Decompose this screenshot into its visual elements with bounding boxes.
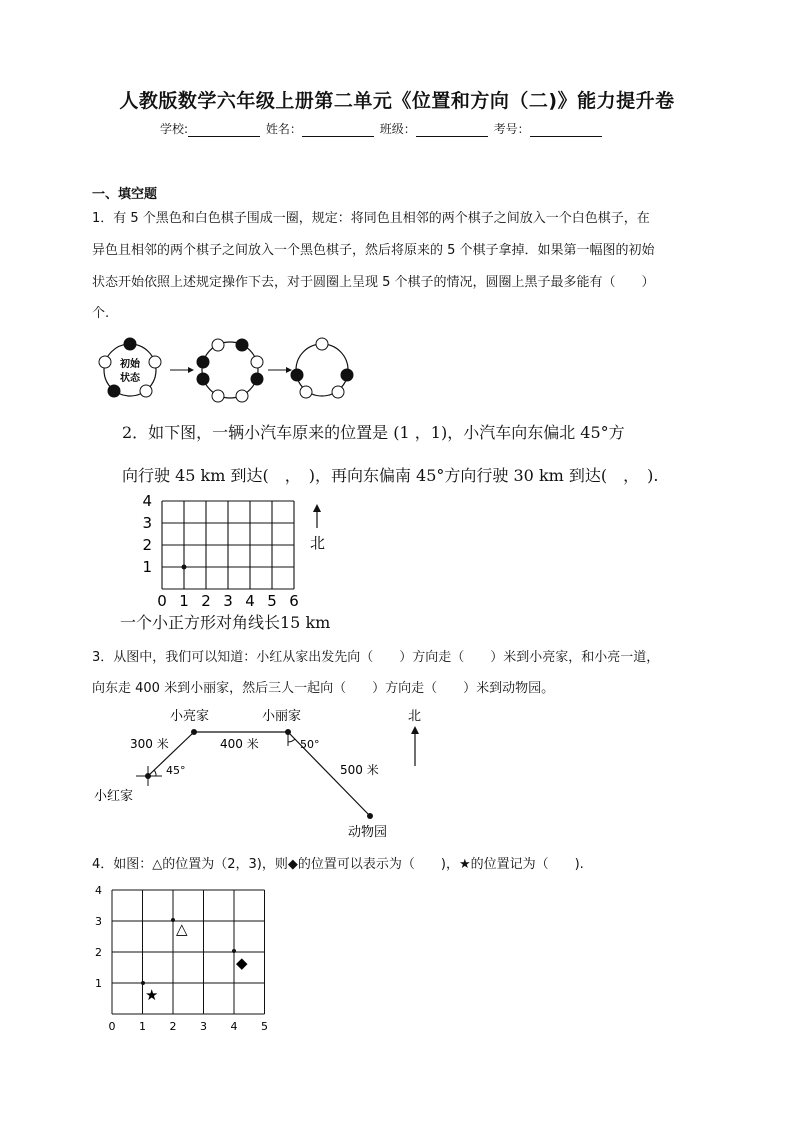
q2-y-tick-label: 2 [142,536,152,554]
q2-y-tick-label: 4 [142,492,152,510]
triangle-point [171,918,175,922]
school-label: 学校: [160,122,189,136]
q4-y-tick-label: 2 [95,946,102,959]
q4-line1: 4．如图：△的位置为（2，3)，则◆的位置可以表示为（ )，★的位置记为（ ). [92,857,584,872]
north-arrow [313,504,321,528]
angle-label-50: 50° [300,738,320,751]
q2-x-tick-label: 1 [179,592,189,610]
q3-line1: 3．从图中，我们可以知道：小红从家出发先向（ ）方向走（ ）米到小亮家，和小亮一道， [92,650,660,665]
student-info-row [160,120,604,137]
q3-north-label: 北 [408,709,422,724]
q2-y-ticks [142,492,152,576]
q2-y-tick-label: 3 [142,514,152,532]
arrow-2 [268,367,292,373]
q2-grid-figure [135,490,345,610]
exam-no-blank[interactable] [530,124,602,137]
xiaoliang-label: 小亮家 [170,709,210,724]
q2-y-tick-label: 1 [142,558,152,576]
q2-x-tick-label: 5 [267,592,277,610]
school-blank[interactable] [188,124,260,137]
q3-route-figure [90,700,450,845]
q2-x-tick-label: 4 [245,592,255,610]
q4-y-ticks [95,884,102,990]
q1-line4: 个. [92,306,110,321]
distance-300: 300 米 [130,737,169,751]
q4-x-tick-label: 3 [200,1020,207,1033]
diamond-point [232,949,236,953]
star-point [141,981,145,985]
q2-x-tick-label: 0 [157,592,167,610]
third-state-circle [291,338,353,398]
q4-x-tick-label: 2 [169,1020,177,1033]
q4-grid-figure [92,882,282,1042]
q1-line1: 1．有 5 个黑色和白色棋子围成一圈，规定：将同色且相邻的两个棋子之间放入一个白色棋子，在 [92,211,650,226]
q4-x-tick-label: 5 [261,1020,268,1033]
q4-x-ticks [109,1020,269,1033]
initial-label-1: 初始 [120,359,140,370]
class-blank[interactable] [416,124,488,137]
q1-line2: 异色且相邻的两个棋子之间放入一个黑色棋子，然后将原来的 5 个棋子拿掉．如果第一幅图的初始 [92,243,655,258]
name-label: 姓名： [265,122,302,136]
q1-figure [90,330,370,412]
name-blank[interactable] [302,124,374,137]
arrow-1 [170,367,194,373]
xiaohong-label: 小红家 [94,789,134,804]
angle-arc-45 [154,770,156,776]
star-icon: ★ [145,986,159,1004]
xiaoli-label: 小丽家 [262,709,302,724]
q4-y-tick-label: 4 [95,884,102,897]
distance-500: 500 米 [340,763,379,777]
q2-car-point [182,565,187,570]
q2-line2: 向行驶 45 km 到达( ， )，再向东偏南 45°方向行驶 30 km 到达( ， ). [122,466,659,485]
xiaoliang-point [191,729,197,735]
zoo-point [367,813,373,819]
section-title: 一、填空题 [92,187,158,202]
page-title: 人教版数学六年级上册第二单元《位置和方向（二)》能力提升卷 [119,90,675,112]
exam-no-label: 考号： [493,122,530,136]
second-state-circle [197,339,263,402]
q1-line3: 状态开始依照上述规定操作下去，对于圆圈上呈现 5 个棋子的情况，圆圈上黑子最多能有（ ） [92,275,655,290]
q2-line1: 2．如下图，一辆小汽车原来的位置是 (1 ，1)，小汽车向东偏北 45°方 [122,423,625,442]
q4-x-tick-label: 0 [108,1020,116,1033]
initial-state-circle [99,338,161,397]
q4-y-tick-label: 3 [95,915,102,928]
q4-x-tick-label: 4 [230,1020,238,1033]
class-label: 班级： [379,122,416,136]
q4-y-tick-label: 1 [95,977,102,990]
q2-x-tick-label: 6 [289,592,299,610]
q4-x-tick-label: 1 [139,1020,146,1033]
diamond-icon: ◆ [236,954,248,972]
triangle-icon: △ [176,920,188,938]
q2-x-ticks [157,592,299,610]
q3-line2: 向东走 400 米到小丽家，然后三人一起向（ ）方向走（ ）米到动物园。 [92,681,555,696]
q2-north-label: 北 [310,534,326,552]
q2-x-tick-label: 3 [223,592,233,610]
initial-label-2: 状态 [120,373,140,384]
q2-caption: 一个小正方形对角线长15 km [120,613,331,632]
distance-400: 400 米 [220,737,259,751]
q4-grid [112,890,265,1014]
zoo-label: 动物园 [348,825,388,840]
q2-grid [162,501,294,589]
angle-arc-50 [288,739,295,742]
angle-label-45: 45° [166,764,186,777]
q2-x-tick-label: 2 [201,592,211,610]
